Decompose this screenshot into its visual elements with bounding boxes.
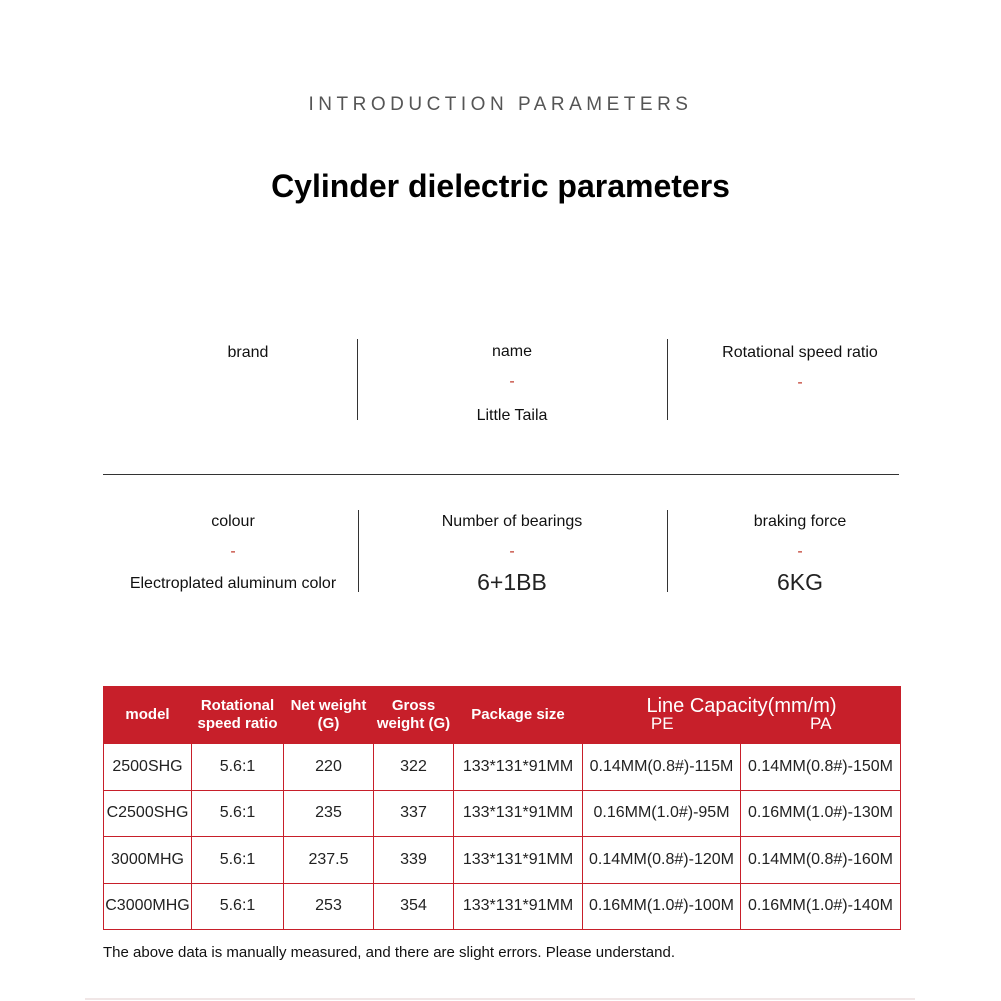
param-speed-ratio [690,344,910,392]
cell-pe-capacity: 0.14MM(0.8#)-115M [583,744,741,791]
cell-model: 3000MHG [104,837,192,884]
header-gross-weight [374,687,454,744]
bottom-divider [85,998,915,1000]
header-package-size: Package size [454,687,583,744]
param-speed-ratio-dash: - [797,374,803,391]
table-header-row [104,687,901,744]
param-bearings-label: Number of bearings [441,513,583,530]
param-colour-label: colour [211,513,255,530]
table-row [104,744,901,791]
param-bearings-value: 6+1BB [477,569,547,595]
disclaimer-note: The above data is manually measured, and there are slight errors. Please understand. [103,944,675,961]
cell-package-size: 133*131*91MM [454,744,583,791]
cell-net-weight: 237.5 [284,837,374,884]
section-kicker: INTRODUCTION PARAMETERS [308,94,693,115]
header-pa: PA [810,714,832,733]
param-colour-dash: - [230,543,236,560]
header-pe: PE [650,714,674,733]
param-braking-dash: - [797,543,803,560]
cell-pe-capacity: 0.14MM(0.8#)-120M [583,837,741,884]
cell-net-weight: 220 [284,744,374,791]
header-net-weight [284,687,374,744]
param-braking-label: braking force [753,513,847,530]
cell-pa-capacity: 0.14MM(0.8#)-150M [741,744,901,791]
cell-speed-ratio: 5.6:1 [192,744,284,791]
divider [358,510,359,592]
header-gross-line1: Gross [391,697,436,714]
divider [667,339,668,420]
table-row [104,790,901,837]
divider [667,510,668,592]
section-divider [103,474,899,475]
header-gross-line2: weight (G) [376,715,451,732]
divider [357,339,358,420]
cell-package-size: 133*131*91MM [454,837,583,884]
cell-pe-capacity: 0.16MM(1.0#)-95M [583,790,741,837]
param-braking [700,513,900,596]
table-row [104,883,901,930]
cell-pa-capacity: 0.16MM(1.0#)-130M [741,790,901,837]
param-braking-value: 6KG [776,569,824,595]
param-colour-value: Electroplated aluminum color [129,575,337,592]
cell-speed-ratio: 5.6:1 [192,790,284,837]
cell-gross-weight: 339 [374,837,454,884]
cell-speed-ratio: 5.6:1 [192,837,284,884]
param-name-dash: - [509,373,515,390]
cell-package-size: 133*131*91MM [454,883,583,930]
cell-pa-capacity: 0.14MM(0.8#)-160M [741,837,901,884]
header-model: model [104,687,192,744]
param-speed-ratio-label: Rotational speed ratio [722,344,878,361]
page-title: Cylinder dielectric parameters [271,168,730,204]
table-row [104,837,901,884]
cell-model: C3000MHG [104,883,192,930]
param-bearings-dash: - [509,543,515,560]
header-line-capacity-title: Line Capacity(mm/m) [646,695,837,717]
cell-model: C2500SHG [104,790,192,837]
param-bearings [402,513,622,596]
param-name-label: name [491,343,533,360]
cell-speed-ratio: 5.6:1 [192,883,284,930]
header-net-line2: (G) [317,715,340,732]
header-line-capacity [583,687,901,744]
cell-net-weight: 253 [284,883,374,930]
cell-gross-weight: 322 [374,744,454,791]
param-name-value: Little Taila [476,407,548,424]
header-speed-line2: speed ratio [197,715,278,732]
header-speed-line1: Rotational [200,697,275,714]
param-colour [103,513,363,593]
param-name [412,343,612,425]
cell-gross-weight: 354 [374,883,454,930]
cell-package-size: 133*131*91MM [454,790,583,837]
spec-table [103,686,901,930]
header-speed-ratio [192,687,284,744]
cell-net-weight: 235 [284,790,374,837]
cell-pa-capacity: 0.16MM(1.0#)-140M [741,883,901,930]
cell-model: 2500SHG [104,744,192,791]
param-brand-label: brand [227,344,269,361]
cell-gross-weight: 337 [374,790,454,837]
header-net-line1: Net weight [290,697,367,714]
cell-pe-capacity: 0.16MM(1.0#)-100M [583,883,741,930]
